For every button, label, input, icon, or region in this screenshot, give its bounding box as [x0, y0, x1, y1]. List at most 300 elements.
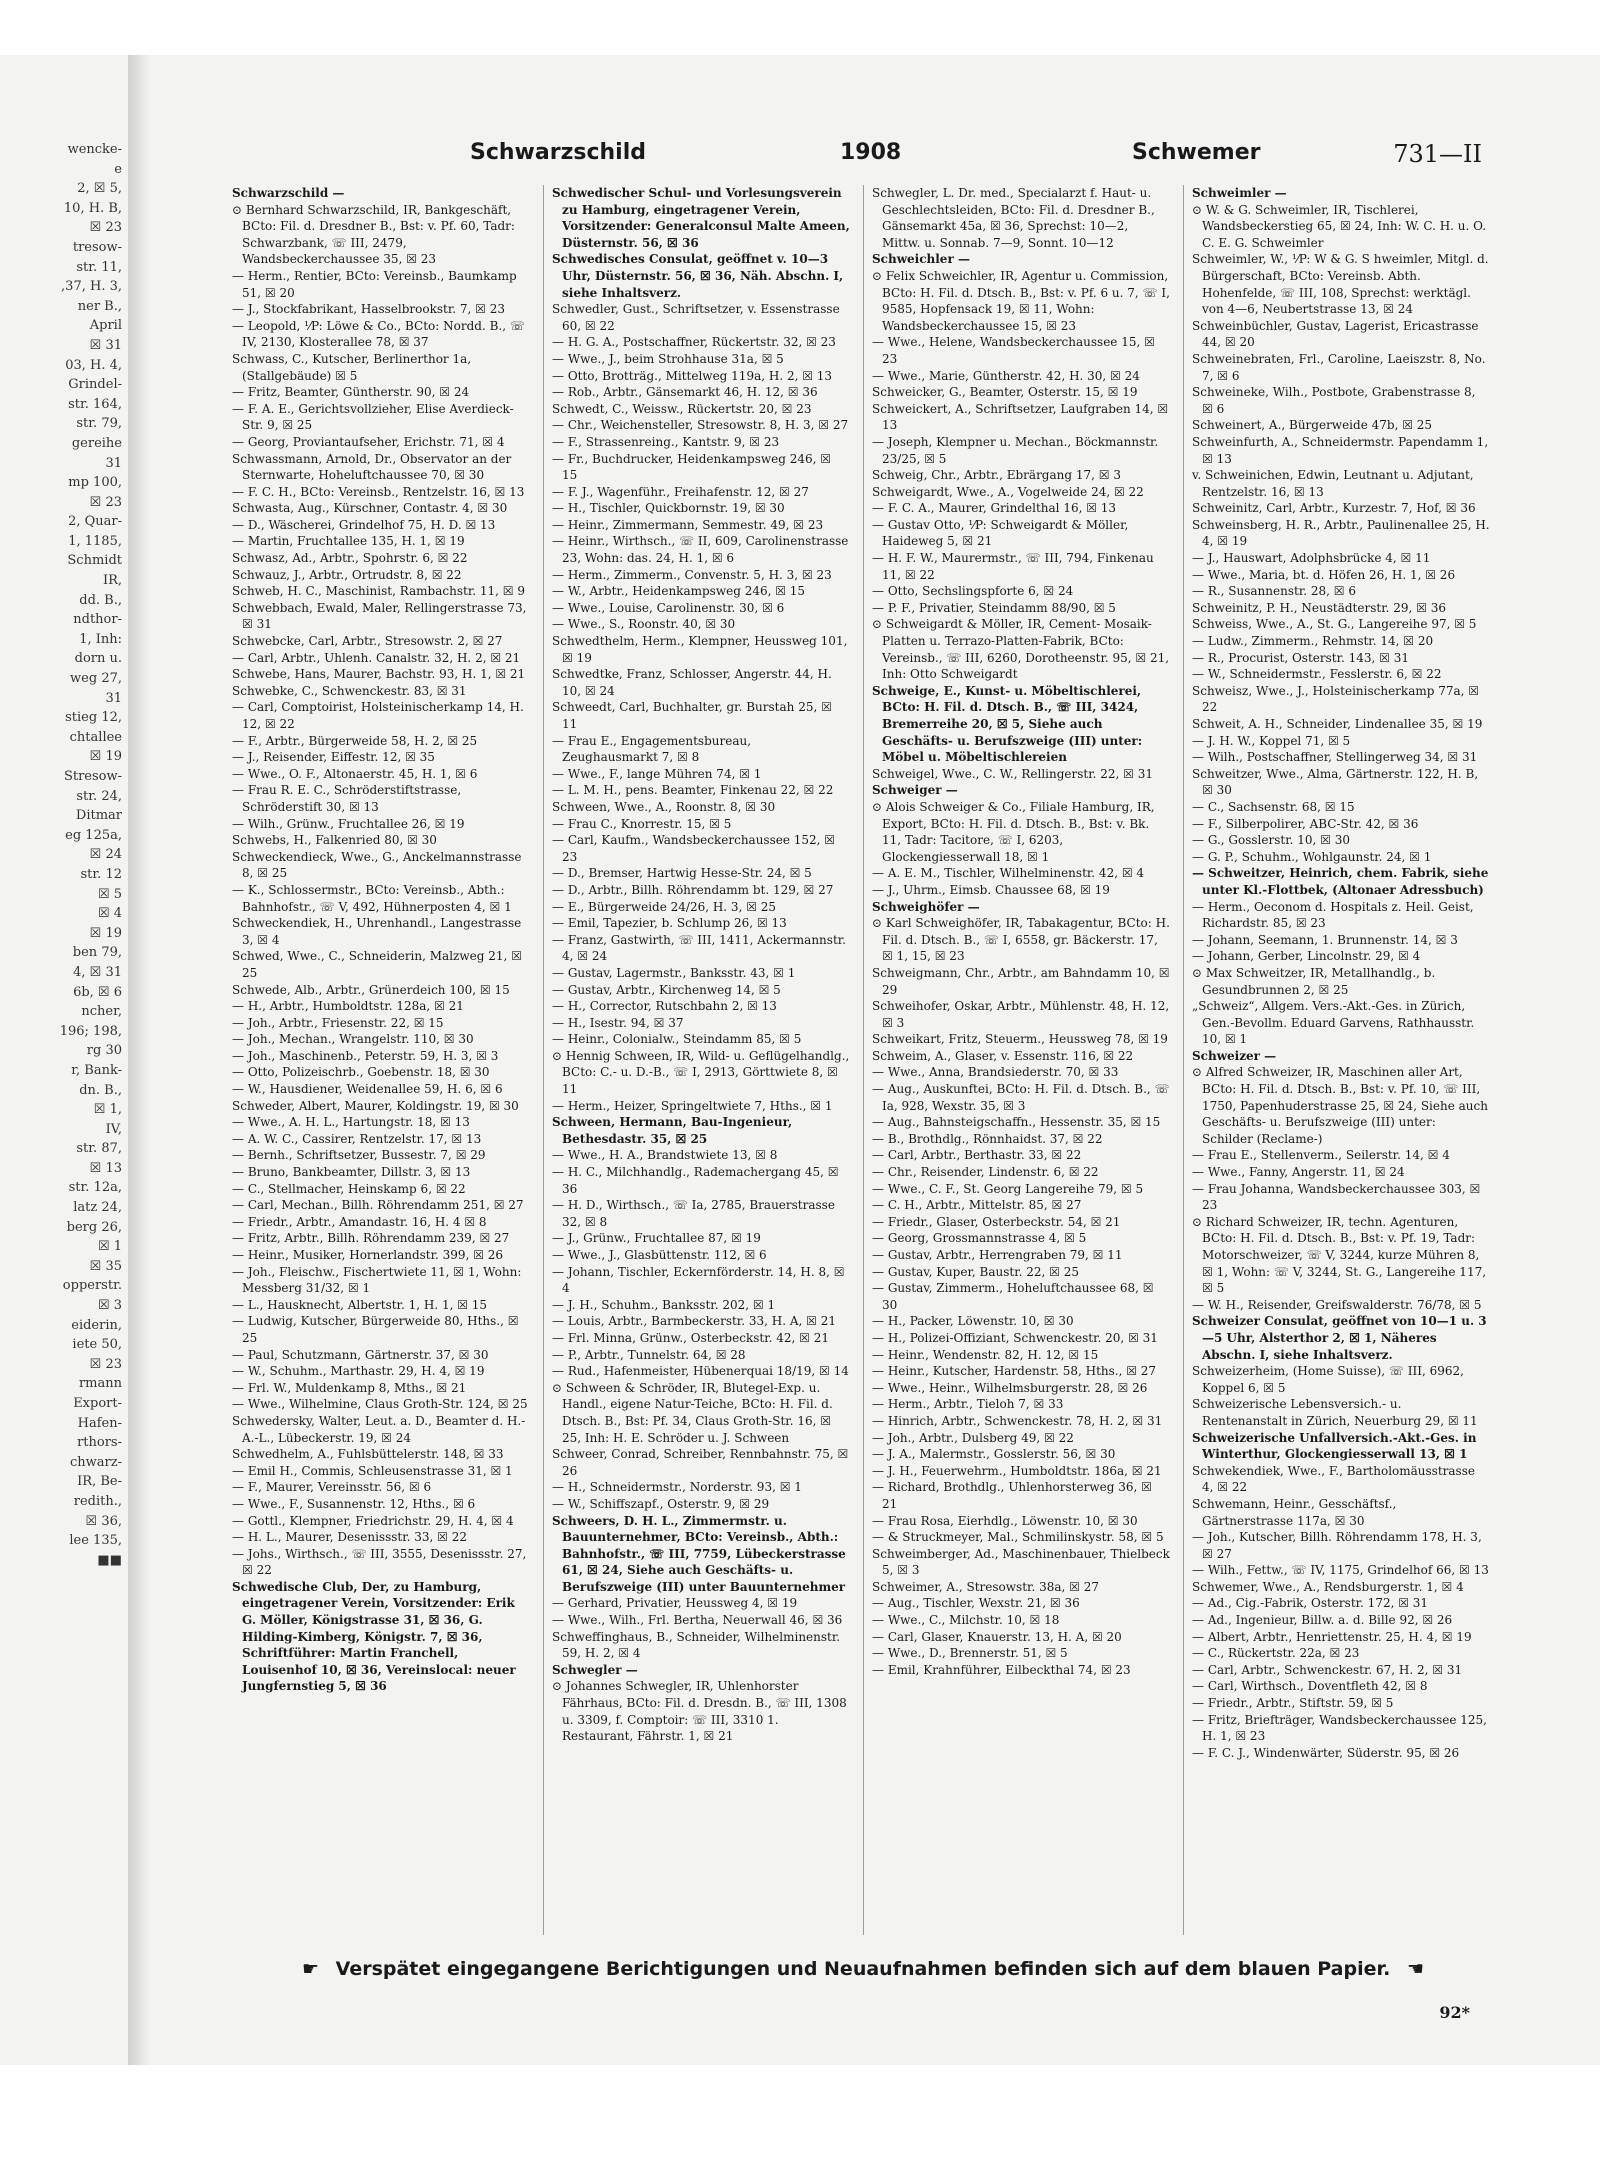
- directory-entry: — H. D., Wirthsch., ☏ Ia, 2785, Brauerstrasse 32, ☒ 8: [552, 1198, 835, 1229]
- directory-entry: — C., Sachsenstr. 68, ☒ 15: [1192, 799, 1355, 814]
- directory-entry: Schweinbüchler, Gustav, Lagerist, Ericastrasse 44, ☒ 20: [1192, 318, 1479, 350]
- directory-entry: ⊙ Bernhard Schwarzschild, IR, Bankgeschäft, BCto: Fil. d. Dresdner B., Bst: v. Pf. 60, Tadr: Schwarzbank, ☏ III, 2479, Wandsbeckerchaussee 35, ☒ 23: [232, 202, 515, 267]
- edge-text-fragment: ☒ 19: [89, 749, 122, 765]
- directory-entry: — H., Schneidermstr., Norderstr. 93, ☒ 1: [552, 1480, 802, 1495]
- directory-entry: — H. G. A., Postschaffner, Rückertstr. 32, ☒ 23: [552, 335, 836, 350]
- edge-text-fragment: ☒ 5: [97, 886, 122, 902]
- directory-entry: — F. C. H., BCto: Vereinsb., Rentzelstr. 16, ☒ 13: [232, 484, 525, 499]
- directory-entry: — Ludw., Zimmerm., Rehmstr. 14, ☒ 20: [1192, 634, 1434, 649]
- directory-entry: Schweffinghaus, B., Schneider, Wilhelminenstr. 59, H. 2, ☒ 4: [552, 1629, 841, 1661]
- directory-entry: — Frau E., Engagementsbureau, Zeughausmarkt 7, ☒ 8: [552, 733, 752, 765]
- directory-entry: Schwedischer Schul- und Vorlesungsverein zu Hamburg, eingetragener Verein, Vorsitzender: Generalconsul Malte Ameen, Düsternstr. 56, ☒ 36: [552, 186, 850, 250]
- directory-entry: — Wwe., Anna, Brandsiederstr. 70, ☒ 33: [872, 1065, 1119, 1080]
- directory-entry: Schwegler, L. Dr. med., Specialarzt f. Haut- u. Geschlechtsleiden, BCto: Fil. d. Dresdner B., Gänsemarkt 45a, ☒ 36, Sprechst: 10—2, Mittw. u. Sonnab. 7—9, Sonnt. 10—12: [872, 186, 1155, 250]
- directory-entry: — F. C. J., Windenwärter, Süderstr. 95, ☒ 26: [1192, 1745, 1460, 1760]
- directory-entry: Schwauz, J., Arbtr., Ortrudstr. 8, ☒ 22: [232, 567, 462, 582]
- edge-text-fragment: 4, ☒ 31: [73, 964, 122, 980]
- edge-text-fragment: ncher,: [81, 1004, 122, 1020]
- edge-text-fragment: eiderin,: [71, 1317, 122, 1333]
- directory-entry: ⊙ Hennig Schween, IR, Wild- u. Geflügelhandlg., BCto: C.- u. D.-B., ☏ I, 2913, Görttwiete 8, ☒ 11: [552, 1048, 850, 1097]
- edge-text-fragment: ☒ 36,: [85, 1513, 122, 1529]
- directory-entry: — W., Arbtr., Heidenkampsweg 246, ☒ 15: [552, 584, 806, 599]
- directory-entry: — Johs., Wirthsch., ☏ III, 3555, Desenissstr. 27, ☒ 22: [232, 1546, 527, 1578]
- directory-entry: — Herm., Zimmerm., Convenstr. 5, H. 3, ☒ 23: [552, 567, 832, 582]
- directory-entry: — P. F., Privatier, Steindamm 88/90, ☒ 5: [872, 600, 1116, 615]
- directory-entry: ⊙ Schweigardt & Möller, IR, Cement- Mosaik- Platten u. Terrazo-Platten-Fabrik, BCto: Vereinsb., ☏ III, 6260, Dorotheenstr. 95, ☒ 21, Inh: Otto Schweigardt: [872, 617, 1170, 682]
- directory-entry: — Heinr., Wendenstr. 82, H. 12, ☒ 15: [872, 1347, 1099, 1362]
- directory-entry: — Carl, Comptoirist, Holsteinischerkamp 14, H. 12, ☒ 22: [232, 700, 524, 731]
- directory-entry: — Chr., Weichensteller, Stresowstr. 8, H. 3, ☒ 27: [552, 418, 849, 433]
- directory-entry: — Wwe., Louise, Carolinenstr. 30, ☒ 6: [552, 600, 785, 615]
- directory-entry: Schwekendiek, Wwe., F., Bartholomäusstrasse 4, ☒ 22: [1192, 1463, 1475, 1495]
- edge-text-fragment: ☒ 24: [89, 847, 122, 863]
- directory-entry: Schweineke, Wilh., Postbote, Grabenstrasse 8, ☒ 6: [1192, 385, 1476, 416]
- directory-entry: — Wwe., Wilh., Frl. Bertha, Neuerwall 46, ☒ 36: [552, 1613, 843, 1628]
- directory-entry: — G. P., Schuhm., Wohlgaunstr. 24, ☒ 1: [1192, 849, 1432, 864]
- directory-entry: Schweigardt, Wwe., A., Vogelweide 24, ☒ 22: [872, 484, 1144, 499]
- directory-entry: Schwegler —: [552, 1662, 638, 1677]
- column-rule: [1183, 185, 1184, 1935]
- directory-entry: Schweizerheim, (Home Suisse), ☏ III, 6962, Koppel 6, ☒ 5: [1192, 1364, 1464, 1395]
- directory-entry: — J. H., Schuhm., Banksstr. 202, ☒ 1: [552, 1297, 776, 1312]
- edge-text-fragment: rthors-: [77, 1435, 122, 1451]
- directory-entry: — Albert, Arbtr., Henriettenstr. 25, H. 4, ☒ 19: [1192, 1629, 1472, 1644]
- edge-text-fragment: str. 12a,: [68, 1180, 122, 1196]
- directory-entry: Schweimler —: [1192, 186, 1287, 200]
- directory-entry: Schweikart, Fritz, Steuerm., Heussweg 78, ☒ 19: [872, 1032, 1168, 1047]
- directory-entry: Schweicker, G., Beamter, Osterstr. 15, ☒ 19: [872, 385, 1138, 400]
- edge-text-fragment: str. 79,: [76, 416, 122, 432]
- directory-entry: — Heinr., Musiker, Hornerlandstr. 399, ☒ 26: [232, 1248, 504, 1262]
- column-1: [232, 185, 530, 1935]
- directory-entry: ⊙ Max Schweitzer, IR, Metallhandlg., b. Gesundbrunnen 2, ☒ 25: [1192, 965, 1436, 997]
- directory-entry: — Friedr., Glaser, Osterbeckstr. 54, ☒ 21: [872, 1214, 1121, 1229]
- directory-entry: — Bruno, Bankbeamter, Dillstr. 3, ☒ 13: [232, 1165, 471, 1180]
- directory-entry: — Frau Rosa, Eierhdlg., Löwenstr. 10, ☒ 30: [872, 1513, 1138, 1528]
- directory-entry: — Louis, Arbtr., Barmbeckerstr. 33, H. A, ☒ 21: [552, 1314, 836, 1329]
- directory-entry: — Wilh., Grünw., Fruchtallee 26, ☒ 19: [232, 816, 465, 831]
- edge-text-fragment: ☒ 23: [89, 220, 122, 236]
- directory-entry: — D., Wäscherei, Grindelhof 75, H. D. ☒ 13: [232, 517, 496, 532]
- edge-text-fragment: Grindel-: [68, 377, 122, 393]
- edge-text-fragment: chwarz-: [70, 1454, 122, 1470]
- directory-entry: — Rob., Arbtr., Gänsemarkt 46, H. 12, ☒ 36: [552, 385, 818, 400]
- pointing-hand-icon: ☛: [301, 1958, 320, 1980]
- directory-entry: — L. M. H., pens. Beamter, Finkenau 22, ☒ 22: [552, 783, 834, 798]
- edge-text-fragment: opperstr.: [62, 1278, 122, 1294]
- directory-entry: — J. H., Feuerwehrm., Humboldtstr. 186a, ☒ 21: [872, 1463, 1162, 1478]
- directory-entry: — Wwe., J., Glasbüttenstr. 112, ☒ 6: [552, 1248, 767, 1262]
- directory-entry: — Aug., Auskunftei, BCto: H. Fil. d. Dtsch. B., ☏ Ia, 928, Wexstr. 35, ☒ 3: [872, 1082, 1170, 1113]
- directory-entry: — H., Corrector, Rutschbahn 2, ☒ 13: [552, 999, 777, 1014]
- directory-entry: — H., Tischler, Quickbornstr. 19, ☒ 30: [552, 501, 785, 516]
- directory-entry: — W., Schneidermstr., Fesslerstr. 6, ☒ 22: [1192, 667, 1442, 682]
- directory-entry: Schweit, A. H., Schneider, Lindenallee 35, ☒ 19: [1192, 717, 1483, 731]
- directory-entry: — R., Procurist, Osterstr. 143, ☒ 31: [1192, 650, 1410, 665]
- directory-entry: — Wwe., C., Milchstr. 10, ☒ 18: [872, 1613, 1060, 1628]
- edge-text-fragment: Stresow-: [63, 769, 122, 784]
- directory-entry: — E., Bürgerweide 24/26, H. 3, ☒ 25: [552, 899, 777, 914]
- edge-text-fragment: ☒ 13: [89, 1160, 122, 1176]
- directory-entry: Schwebe, Hans, Maurer, Bachstr. 93, H. 1, ☒ 21: [232, 667, 526, 682]
- directory-entry: Schwedische Club, Der, zu Hamburg, eingetragener Verein, Vorsitzender: Erik G. Möller, Königstrasse 31, ☒ 36, G. Hilding-Kimberg, Königstr. 7, ☒ 36, Schriftführer: Martin Franchell, Louisenhof 10, ☒ 36, Vereinslocal: neuer Jungfernstieg 5, ☒ 36: [232, 1579, 516, 1694]
- directory-entry: — Wwe., Helene, Wandsbeckerchaussee 15, ☒ 23: [872, 335, 1155, 366]
- edge-text-fragment: berg 26,: [66, 1219, 122, 1235]
- edge-text-fragment: str. 164,: [68, 396, 122, 412]
- directory-entry: Schwedhelm, A., Fuhlsbüttelerstr. 148, ☒ 33: [232, 1447, 504, 1462]
- edge-text-fragment: Ditmar: [75, 808, 122, 824]
- directory-entry: Schween, Wwe., A., Roonstr. 8, ☒ 30: [552, 799, 776, 814]
- directory-entry: — Otto, Polizeischrb., Goebenstr. 18, ☒ 30: [232, 1065, 490, 1080]
- edge-text-fragment: ☒ 19: [89, 925, 122, 941]
- directory-entry: Schweb, H. C., Maschinist, Rambachstr. 11, ☒ 9: [232, 584, 525, 599]
- edge-text-fragment: ,37, H. 3,: [61, 279, 122, 295]
- edge-text-fragment: latz 24,: [73, 1200, 122, 1216]
- directory-columns: [232, 185, 1494, 1935]
- edge-text-fragment: eg 125a,: [65, 827, 122, 843]
- directory-entry: — Martin, Fruchtallee 135, H. 1, ☒ 19: [232, 534, 465, 549]
- directory-entry: ⊙ W. & G. Schweimler, IR, Tischlerei, Wandsbeckerstieg 65, ☒ 24, Inh: W. C. H. u. O. C. E. G. Schweimler: [1192, 202, 1487, 250]
- directory-entry: — Wwe., J., beim Strohhause 31a, ☒ 5: [552, 351, 784, 366]
- directory-entry: Schwede, Alb., Arbtr., Grünerdeich 100, ☒ 15: [232, 982, 510, 997]
- directory-entry: — R., Susannenstr. 28, ☒ 6: [1192, 584, 1356, 599]
- directory-entry: — Wwe., H. A., Brandstwiete 13, ☒ 8: [552, 1148, 778, 1163]
- directory-entry: — Richard, Brothdlg., Uhlenhorsterweg 36, ☒ 21: [872, 1480, 1152, 1511]
- directory-entry: — Otto, Brotträg., Mittelweg 119a, H. 2, ☒ 13: [552, 368, 833, 383]
- directory-entry: — Schweitzer, Heinrich, chem. Fabrik, siehe unter Kl.-Flottbek, (Altonaer Adressbuch): [1192, 866, 1489, 897]
- directory-entry: — Johann, Gerber, Lincolnstr. 29, ☒ 4: [1192, 949, 1421, 964]
- edge-text-fragment: Schmidt: [67, 553, 122, 569]
- directory-entry: Schwebcke, Carl, Arbtr., Stresowstr. 2, ☒ 27: [232, 634, 503, 649]
- footer-notice: [232, 1958, 1494, 1980]
- directory-entry: — Carl, Wirthsch., Doventfleth 42, ☒ 8: [1192, 1679, 1428, 1694]
- directory-entry: Schweimler, W., ⅟P: W & G. S hweimler, Mitgl. d. Bürgerschaft, BCto: Vereinsb. Abth. Hohenfelde, ☏ III, 108, Sprechst: werktägl. von 4—6, Neubertstrasse 13, ☒ 24: [1192, 252, 1489, 317]
- directory-entry: — F., Strassenreing., Kantstr. 9, ☒ 23: [552, 434, 780, 449]
- directory-entry: — C., Rückertstr. 22a, ☒ 23: [1192, 1646, 1360, 1661]
- edge-text-fragment: 2, ☒ 5,: [77, 181, 122, 197]
- directory-entry: — Emil, Krahnführer, Eilbeckthal 74, ☒ 23: [872, 1662, 1131, 1677]
- edge-text-fragment: tresow-: [72, 239, 122, 255]
- directory-entry: — H. L., Maurer, Desenissstr. 33, ☒ 22: [232, 1530, 468, 1545]
- directory-entry: — B., Brothdlg., Rönnhaidst. 37, ☒ 22: [872, 1131, 1103, 1146]
- directory-entry: — Gustav, Lagermstr., Banksstr. 43, ☒ 1: [552, 965, 796, 980]
- directory-entry: Schwemann, Heinr., Gesschäftsf., Gärtnerstrasse 117a, ☒ 30: [1192, 1496, 1397, 1528]
- directory-entry: — Aug., Tischler, Wexstr. 21, ☒ 36: [872, 1596, 1080, 1611]
- directory-entry: Schweitzer, Wwe., Alma, Gärtnerstr. 122, H. B, ☒ 30: [1192, 766, 1479, 798]
- directory-entry: — Gustav, Arbtr., Herrengraben 79, ☒ 11: [872, 1248, 1123, 1262]
- edge-text-fragment: ☒ 31: [89, 337, 122, 353]
- directory-entry: — Wwe., A. H. L., Hartungstr. 18, ☒ 13: [232, 1115, 470, 1130]
- directory-entry: — W., Hausdiener, Weidenallee 59, H. 6, ☒ 6: [232, 1082, 503, 1097]
- page-gutter: [128, 55, 150, 2065]
- right-catchword: Schwemer: [1132, 140, 1261, 165]
- directory-entry: Schweer, Conrad, Schreiber, Rennbahnstr. 75, ☒ 26: [552, 1447, 849, 1478]
- directory-entry: — Gustav, Zimmerm., Hoheluftchaussee 68, ☒ 30: [872, 1281, 1154, 1312]
- edge-text-fragment: str. 12: [80, 866, 122, 882]
- directory-entry: — Wwe., Heinr., Wilhelmsburgerstr. 28, ☒ 26: [872, 1380, 1148, 1395]
- directory-entry: Schweihofer, Oskar, Arbtr., Mühlenstr. 48, H. 12, ☒ 3: [872, 999, 1170, 1030]
- directory-entry: — Leopold, ⅟P: Löwe & Co., BCto: Nordd. B., ☏ IV, 2130, Klosterallee 78, ☒ 37: [232, 318, 525, 350]
- directory-entry: — Wwe., Fanny, Angerstr. 11, ☒ 24: [1192, 1165, 1405, 1180]
- directory-entry: — Gottl., Klempner, Friedrichstr. 29, H. 4, ☒ 4: [232, 1513, 514, 1528]
- directory-entry: Schwedisches Consulat, geöffnet v. 10—3 Uhr, Düsternstr. 56, ☒ 36, Näh. Abschn. I, siehe Inhaltsverz.: [552, 252, 844, 300]
- directory-entry: — Gustav, Kuper, Baustr. 22, ☒ 25: [872, 1264, 1079, 1279]
- directory-entry: Schweers, D. H. L., Zimmermstr. u. Bauunternehmer, BCto: Vereinsb., Abth.: Bahnhofstr., ☏ III, 7759, Lübeckerstrasse 61, ☒ 24, Siehe auch Geschäfts- u. Berufszweige (III) unter Bauunternehmer: [552, 1513, 846, 1594]
- directory-entry: — J. H. W., Koppel 71, ☒ 5: [1192, 733, 1351, 748]
- edge-text-fragment: gereihe: [71, 435, 122, 451]
- directory-entry: — Johann, Seemann, 1. Brunnenstr. 14, ☒ 3: [1192, 932, 1458, 947]
- directory-entry: — P., Arbtr., Tunnelstr. 64, ☒ 28: [552, 1347, 746, 1362]
- directory-entry: Schweizerische Unfallversich.-Akt.-Ges. in Winterthur, Glockengiesserwall 13, ☒ 1: [1192, 1430, 1477, 1462]
- directory-entry: Schweinitz, P. H., Neustädterstr. 29, ☒ 36: [1192, 600, 1446, 615]
- directory-entry: — Joh., Arbtr., Friesenstr. 22, ☒ 15: [232, 1015, 444, 1030]
- edge-text-fragment: 1, Inh:: [79, 631, 122, 647]
- directory-entry: — F., Arbtr., Bürgerweide 58, H. 2, ☒ 25: [232, 733, 478, 748]
- directory-entry: — Carl, Arbtr., Schwenckestr. 67, H. 2, ☒ 31: [1192, 1662, 1463, 1677]
- directory-entry: Schweckendieck, Wwe., G., Anckelmannstrasse 8, ☒ 25: [232, 849, 522, 881]
- edge-text-fragment: iete 50,: [72, 1337, 122, 1353]
- edge-text-fragment: wencke-: [67, 142, 122, 157]
- directory-entry: — Gustav Otto, ⅟P: Schweigardt & Möller, Haideweg 5, ☒ 21: [872, 517, 1129, 549]
- edge-text-fragment: IR, Be-: [77, 1474, 122, 1490]
- edge-text-fragment: stieg 12,: [65, 710, 122, 726]
- directory-entry: — Carl, Arbtr., Berthastr. 33, ☒ 22: [872, 1148, 1082, 1163]
- directory-entry: — Herm., Rentier, BCto: Vereinsb., Baumkamp 51, ☒ 20: [232, 268, 517, 300]
- edge-text-fragment: str. 24,: [76, 788, 122, 804]
- edge-text-fragment: ☒ 4: [97, 906, 122, 922]
- directory-entry: — Herm., Heizer, Springeltwiete 7, Hths., ☒ 1: [552, 1098, 833, 1113]
- directory-entry: — Heinr., Zimmermann, Semmestr. 49, ☒ 23: [552, 517, 824, 532]
- directory-entry: — Frau Johanna, Wandsbeckerchaussee 303, ☒ 23: [1192, 1181, 1481, 1213]
- directory-entry: — F., Maurer, Vereinsstr. 56, ☒ 6: [232, 1480, 432, 1495]
- directory-entry: — Franz, Gastwirth, ☏ III, 1411, Ackermannstr. 4, ☒ 24: [552, 932, 846, 964]
- directory-entry: — Frl. W., Muldenkamp 8, Mths., ☒ 21: [232, 1380, 467, 1395]
- directory-entry: — H., Polizei-Offiziant, Schwenckestr. 20, ☒ 31: [872, 1330, 1158, 1345]
- directory-entry: Schwedtke, Franz, Schlosser, Angerstr. 44, H. 10, ☒ 24: [552, 667, 832, 698]
- directory-entry: Schweim, A., Glaser, v. Essenstr. 116, ☒ 22: [872, 1048, 1134, 1063]
- directory-entry: Schwarzschild —: [232, 186, 345, 200]
- directory-entry: — Heinr., Wirthsch., ☏ II, 609, Carolinenstrasse 23, Wohn: das. 24, H. 1, ☒ 6: [552, 534, 849, 566]
- left-catchword: Schwarzschild: [470, 140, 646, 165]
- directory-entry: ⊙ Alfred Schweizer, IR, Maschinen aller Art, BCto: H. Fil. d. Dtsch. B., Bst: v. Pf. 10, ☏ III, 1750, Papenhuderstrasse 25, ☒ 24, Siehe auch Geschäfts- u. Berufszweige (III) unter: Schilder (Reclame-): [1192, 1065, 1488, 1146]
- edge-text-fragment: ☒ 35: [89, 1258, 122, 1274]
- directory-entry: — J., Reisender, Eiffestr. 12, ☒ 35: [232, 750, 435, 765]
- directory-entry: — Wwe., F., lange Mühren 74, ☒ 1: [552, 766, 762, 781]
- directory-entry: — J., Uhrm., Eimsb. Chaussee 68, ☒ 19: [872, 882, 1110, 897]
- directory-entry: — Wwe., D., Brennerstr. 51, ☒ 5: [872, 1646, 1068, 1661]
- edge-text-fragment: ndthor-: [73, 612, 122, 628]
- edge-text-fragment: ner B.,: [77, 298, 122, 314]
- directory-entry: — Aug., Bahnsteigschaffn., Hessenstr. 35, ☒ 15: [872, 1115, 1161, 1130]
- directory-entry: — Emil, Tapezier, b. Schlump 26, ☒ 13: [552, 916, 787, 931]
- directory-entry: Schweimberger, Ad., Maschinenbauer, Thielbeck 5, ☒ 3: [872, 1546, 1170, 1578]
- edge-text-fragment: ben 79,: [72, 945, 122, 961]
- directory-entry: — G., Gosslerstr. 10, ☒ 30: [1192, 833, 1350, 848]
- edge-text-fragment: dd. B.,: [79, 592, 122, 608]
- directory-entry: Schweichler —: [872, 252, 970, 267]
- year: 1908: [840, 140, 902, 165]
- column-4: [1192, 185, 1490, 1935]
- directory-entry: Schweigel, Wwe., C. W., Rellingerstr. 22, ☒ 31: [872, 766, 1154, 781]
- edge-text-fragment: 2, Quar-: [68, 514, 122, 530]
- directory-entry: — Wwe., S., Roonstr. 40, ☒ 30: [552, 617, 736, 632]
- directory-entry: — Bernh., Schriftsetzer, Bussestr. 7, ☒ 29: [232, 1148, 486, 1163]
- edge-text-fragment: rg 30: [86, 1043, 122, 1059]
- directory-entry: — W., Schiffszapf., Osterstr. 9, ☒ 29: [552, 1496, 770, 1511]
- directory-entry: Schweedt, Carl, Buchhalter, gr. Burstah 25, ☒ 11: [552, 700, 832, 731]
- directory-entry: Schwemer, Wwe., A., Rendsburgerstr. 1, ☒ 4: [1192, 1579, 1464, 1594]
- directory-entry: — Joh., Maschinenb., Peterstr. 59, H. 3, ☒ 3: [232, 1048, 499, 1063]
- directory-entry: Schweder, Albert, Maurer, Koldingstr. 19, ☒ 30: [232, 1098, 519, 1113]
- edge-text-fragment: e: [114, 161, 122, 177]
- directory-entry: — Fritz, Briefträger, Wandsbeckerchaussee 125, H. 1, ☒ 23: [1192, 1712, 1487, 1744]
- edge-text-fragment: dorn u.: [74, 651, 122, 667]
- directory-entry: — Herm., Oeconom d. Hospitals z. Heil. Geist, Richardstr. 85, ☒ 23: [1192, 899, 1474, 931]
- directory-entry: Schweimer, A., Stresowstr. 38a, ☒ 27: [872, 1579, 1099, 1594]
- directory-entry: — Hinrich, Arbtr., Schwenckestr. 78, H. 2, ☒ 31: [872, 1413, 1163, 1428]
- edge-text-fragment: IV,: [105, 1121, 122, 1137]
- directory-entry: — Wwe., Maria, bt. d. Höfen 26, H. 1, ☒ 26: [1192, 567, 1456, 582]
- directory-entry: — Joseph, Klempner u. Mechan., Böckmannstr. 23/25, ☒ 5: [872, 434, 1159, 466]
- directory-entry: Schweig, Chr., Arbtr., Ebrärgang 17, ☒ 3: [872, 468, 1121, 483]
- directory-entry: — Wwe., O. F., Altonaerstr. 45, H. 1, ☒ 6: [232, 766, 478, 781]
- directory-entry: ⊙ Alois Schweiger & Co., Filiale Hamburg, IR, Export, BCto: H. Fil. d. Dtsch. B., Bst: v. Bk. 11, Tadr: Tacitore, ☏ I, 6203, Glockengiesserwall 18, ☒ 1: [872, 799, 1155, 864]
- directory-entry: Schwebs, H., Falkenried 80, ☒ 30: [232, 833, 437, 848]
- edge-text-fragment: 03, H. 4,: [65, 357, 122, 373]
- directory-entry: — Emil H., Commis, Schleusenstrasse 31, ☒ 1: [232, 1463, 513, 1478]
- directory-entry: Schweinfurth, A., Schneidermstr. Papendamm 1, ☒ 13: [1192, 434, 1489, 466]
- directory-entry: — F., Silberpolirer, ABC-Str. 42, ☒ 36: [1192, 816, 1419, 831]
- directory-entry: Schwasz, Ad., Arbtr., Spohrstr. 6, ☒ 22: [232, 551, 468, 566]
- edge-text-fragment: chtallee: [69, 729, 122, 745]
- directory-entry: — Heinr., Kutscher, Hardenstr. 58, Hths., ☒ 27: [872, 1364, 1157, 1379]
- directory-entry: Schweickert, A., Schriftsetzer, Laufgraben 14, ☒ 13: [872, 401, 1169, 433]
- directory-entry: — Gerhard, Privatier, Heussweg 4, ☒ 19: [552, 1596, 798, 1611]
- directory-entry: — Johann, Tischler, Eckernförderstr. 14, H. 8, ☒ 4: [552, 1264, 845, 1296]
- directory-entry: ⊙ Karl Schweighöfer, IR, Tabakagentur, BCto: H. Fil. d. Dtsch. B., ☏ I, 6558, gr. Bäckerstr. 17, ☒ 1, 15, ☒ 23: [872, 916, 1170, 964]
- edge-text-fragment: weg 27,: [70, 671, 122, 687]
- directory-entry: Schweizer Consulat, geöffnet von 10—1 u. 3—5 Uhr, Alsterthor 2, ☒ 1, Näheres Abschn. I, siehe Inhaltsverz.: [1192, 1314, 1487, 1362]
- directory-entry: Schwedthelm, Herm., Klempner, Heussweg 101, ☒ 19: [552, 634, 848, 665]
- directory-entry: — Frau E., Stellenverm., Seilerstr. 14, ☒ 4: [1192, 1148, 1450, 1163]
- pointing-hand-icon: ☚: [1406, 1958, 1425, 1980]
- directory-entry: ⊙ Schween & Schröder, IR, Blutegel-Exp. u. Handl., eigene Natur-Teiche, BCto: H. Fil. d. Dtsch. B., Bst: Pf. 34, Claus Groth-Str. 16, ☒ 25, Inh: H. E. Schröder u. J. Schween: [552, 1380, 833, 1445]
- directory-entry: — Otto, Sechslingspforte 6, ☒ 24: [872, 584, 1074, 599]
- directory-entry: — Joh., Arbtr., Dulsberg 49, ☒ 22: [872, 1430, 1074, 1445]
- edge-text-fragment: ■■: [97, 1552, 122, 1568]
- directory-entry: — Joh., Fleischw., Fischertwiete 11, ☒ 1, Wohn: Messberg 31/32, ☒ 1: [232, 1264, 522, 1296]
- directory-entry: — H. C., Milchhandlg., Rademachergang 45, ☒ 36: [552, 1165, 839, 1196]
- directory-entry: — Carl, Kaufm., Wandsbeckerchaussee 152, ☒ 23: [552, 833, 836, 864]
- directory-entry: — Ad., Ingenieur, Billw. a. d. Bille 92, ☒ 26: [1192, 1613, 1453, 1628]
- directory-entry: — Carl, Mechan., Billh. Röhrendamm 251, ☒ 27: [232, 1198, 524, 1213]
- directory-entry: Schwebke, C., Schwenckestr. 83, ☒ 31: [232, 683, 467, 698]
- edge-text-fragment: ☒ 1: [97, 1239, 122, 1255]
- directory-entry: Schween, Hermann, Bau-Ingenieur, Bethesdastr. 35, ☒ 25: [552, 1115, 793, 1146]
- edge-text-fragment: ☒ 23: [89, 1356, 122, 1372]
- directory-entry: — Wwe., F., Susannenstr. 12, Hths., ☒ 6: [232, 1496, 476, 1511]
- directory-entry: — A. W. C., Cassirer, Rentzelstr. 17, ☒ 13: [232, 1131, 482, 1146]
- previous-page-edge: [0, 140, 128, 1970]
- directory-entry: v. Schweinichen, Edwin, Leutnant u. Adjutant, Rentzelstr. 16, ☒ 13: [1192, 468, 1474, 499]
- directory-entry: Schweckendiek, H., Uhrenhandl., Langestrasse 3, ☒ 4: [232, 916, 522, 947]
- directory-entry: — W., Schuhm., Marthastr. 29, H. 4, ☒ 19: [232, 1364, 485, 1379]
- edge-text-fragment: 31: [105, 455, 122, 471]
- directory-entry: Schwasta, Aug., Kürschner, Contastr. 4, ☒ 30: [232, 501, 508, 516]
- directory-entry: ⊙ Johannes Schwegler, IR, Uhlenhorster Fährhaus, BCto: Fil. d. Dresdn. B., ☏ III, 1308 u. 3309, f. Comptoir: ☏ III, 3310 1. Restaurant, Fährstr. 1, ☒ 21: [552, 1679, 847, 1744]
- directory-entry: „Schweiz“, Allgem. Vers.-Akt.-Ges. in Zürich, Gen.-Bevollm. Eduard Garvens, Rathhausstr. 10, ☒ 1: [1192, 999, 1475, 1047]
- directory-entry: — Gustav, Arbtr., Kirchenweg 14, ☒ 5: [552, 982, 781, 997]
- edge-text-fragment: ☒ 1,: [93, 1102, 122, 1118]
- edge-text-fragment: 1, 1185,: [68, 533, 122, 549]
- edge-text-fragment: 10, H. B,: [63, 200, 122, 216]
- edge-text-fragment: dn. B.,: [79, 1082, 122, 1098]
- edge-text-fragment: April: [89, 318, 122, 334]
- directory-entry: — H., Isestr. 94, ☒ 37: [552, 1015, 684, 1030]
- edge-text-fragment: 196; 198,: [59, 1023, 122, 1039]
- edge-text-fragment: redith.,: [73, 1493, 122, 1509]
- directory-entry: — Joh., Kutscher, Billh. Röhrendamm 178, H. 3, ☒ 27: [1192, 1530, 1482, 1561]
- directory-entry: ⊙ Felix Schweichler, IR, Agentur u. Commission, BCto: H. Fil. d. Dtsch. B., Bst: v. Pf. 6 u. 7, ☏ I, 9585, Hopfensack 19, ☒ 11, Wohn: Wandsbeckerchaussee 15, ☒ 23: [872, 268, 1170, 333]
- directory-entry: — Frau R. E. C., Schröderstiftstrasse, Schröderstift 30, ☒ 13: [232, 783, 462, 814]
- directory-entry: — L., Hausknecht, Albertstr. 1, H. 1, ☒ 15: [232, 1297, 488, 1312]
- directory-entry: Schweige, E., Kunst- u. Möbeltischlerei, BCto: H. Fil. d. Dtsch. B., ☏ III, 3424, Bremerreihe 20, ☒ 5, Siehe auch Geschäfts- u. Berufszweige (III) unter: Möbel u. Möbeltischlereien: [872, 683, 1143, 765]
- edge-text-fragment: ☒ 23: [89, 494, 122, 510]
- directory-entry: — Frl. Minna, Grünw., Osterbeckstr. 42, ☒ 21: [552, 1330, 829, 1345]
- directory-entry: Schwedt, C., Weissw., Rückertstr. 20, ☒ 23: [552, 401, 812, 416]
- edge-text-fragment: ☒ 3: [97, 1298, 122, 1314]
- directory-entry: Schwed, Wwe., C., Schneiderin, Malzweg 21, ☒ 25: [232, 949, 522, 980]
- edge-text-fragment: Export-: [73, 1396, 122, 1411]
- directory-entry: — Ludwig, Kutscher, Bürgerweide 80, Hths., ☒ 25: [232, 1314, 519, 1345]
- running-header: [470, 140, 1482, 174]
- edge-text-fragment: mp 100,: [68, 475, 122, 491]
- directory-entry: Schwass, C., Kutscher, Berlinerthor 1a, (Stallgebäude) ☒ 5: [232, 351, 472, 383]
- directory-entry: — Joh., Mechan., Wrangelstr. 110, ☒ 30: [232, 1032, 474, 1047]
- directory-entry: — Carl, Arbtr., Uhlenh. Canalstr. 32, H. 2, ☒ 21: [232, 650, 521, 665]
- directory-entry: Schwedler, Gust., Schriftsetzer, v. Essenstrasse 60, ☒ 22: [552, 302, 840, 333]
- directory-entry: — H., Arbtr., Humboldtstr. 128a, ☒ 21: [232, 999, 464, 1014]
- edge-text-fragment: IR,: [102, 573, 122, 589]
- edge-text-fragment: str. 11,: [76, 259, 122, 275]
- directory-entry: — Georg, Grossmannstrasse 4, ☒ 5: [872, 1231, 1087, 1246]
- directory-entry: — Carl, Glaser, Knauerstr. 13, H. A, ☒ 20: [872, 1629, 1122, 1644]
- directory-entry: Schweinebraten, Frl., Caroline, Laeiszstr. 8, No. 7, ☒ 6: [1192, 351, 1486, 383]
- directory-entry: — Frau C., Knorrestr. 15, ☒ 5: [552, 816, 732, 831]
- directory-entry: — J., Stockfabrikant, Hasselbrookstr. 7, ☒ 23: [232, 302, 505, 317]
- directory-entry: — J. A., Malermstr., Gosslerstr. 56, ☒ 30: [872, 1447, 1116, 1462]
- directory-entry: — Herm., Arbtr., Tieloh 7, ☒ 33: [872, 1397, 1064, 1412]
- directory-entry: Schweighöfer —: [872, 899, 980, 914]
- directory-entry: — J., Hauswart, Adolphsbrücke 4, ☒ 11: [1192, 551, 1431, 566]
- directory-entry: — Heinr., Colonialw., Steindamm 85, ☒ 5: [552, 1032, 802, 1047]
- directory-entry: — Wwe., Marie, Güntherstr. 42, H. 30, ☒ 24: [872, 368, 1140, 383]
- directory-entry: — H., Packer, Löwenstr. 10, ☒ 30: [872, 1314, 1074, 1329]
- edge-text-fragment: rmann: [78, 1376, 122, 1392]
- edge-text-fragment: lee 135,: [69, 1533, 122, 1549]
- directory-entry: — K., Schlossermstr., BCto: Vereinsb., Abth.: Bahnhofstr., ☏ V, 492, Hühnerposten 4, ☒ 1: [232, 882, 512, 914]
- directory-entry: — W. H., Reisender, Greifswalderstr. 76/78, ☒ 5: [1192, 1297, 1482, 1312]
- directory-entry: — F. A. E., Gerichtsvollzieher, Elise Averdieck-Str. 9, ☒ 25: [232, 401, 514, 433]
- directory-entry: — Wilh., Fettw., ☏ IV, 1175, Grindelhof 66, ☒ 13: [1192, 1563, 1489, 1578]
- directory-entry: — Wwe., Wilhelmine, Claus Groth-Str. 124, ☒ 25: [232, 1397, 528, 1412]
- directory-entry: Schweiger —: [872, 783, 958, 798]
- directory-entry: Schwebbach, Ewald, Maler, Rellingerstrasse 73, ☒ 31: [232, 600, 527, 632]
- directory-entry: — Friedr., Arbtr., Amandastr. 16, H. 4 ☒ 8: [232, 1214, 487, 1229]
- directory-entry: Schweizer —: [1192, 1048, 1277, 1063]
- directory-entry: — Chr., Reisender, Lindenstr. 6, ☒ 22: [872, 1165, 1099, 1180]
- directory-entry: — Wwe., C. F., St. Georg Langereihe 79, ☒ 5: [872, 1181, 1144, 1196]
